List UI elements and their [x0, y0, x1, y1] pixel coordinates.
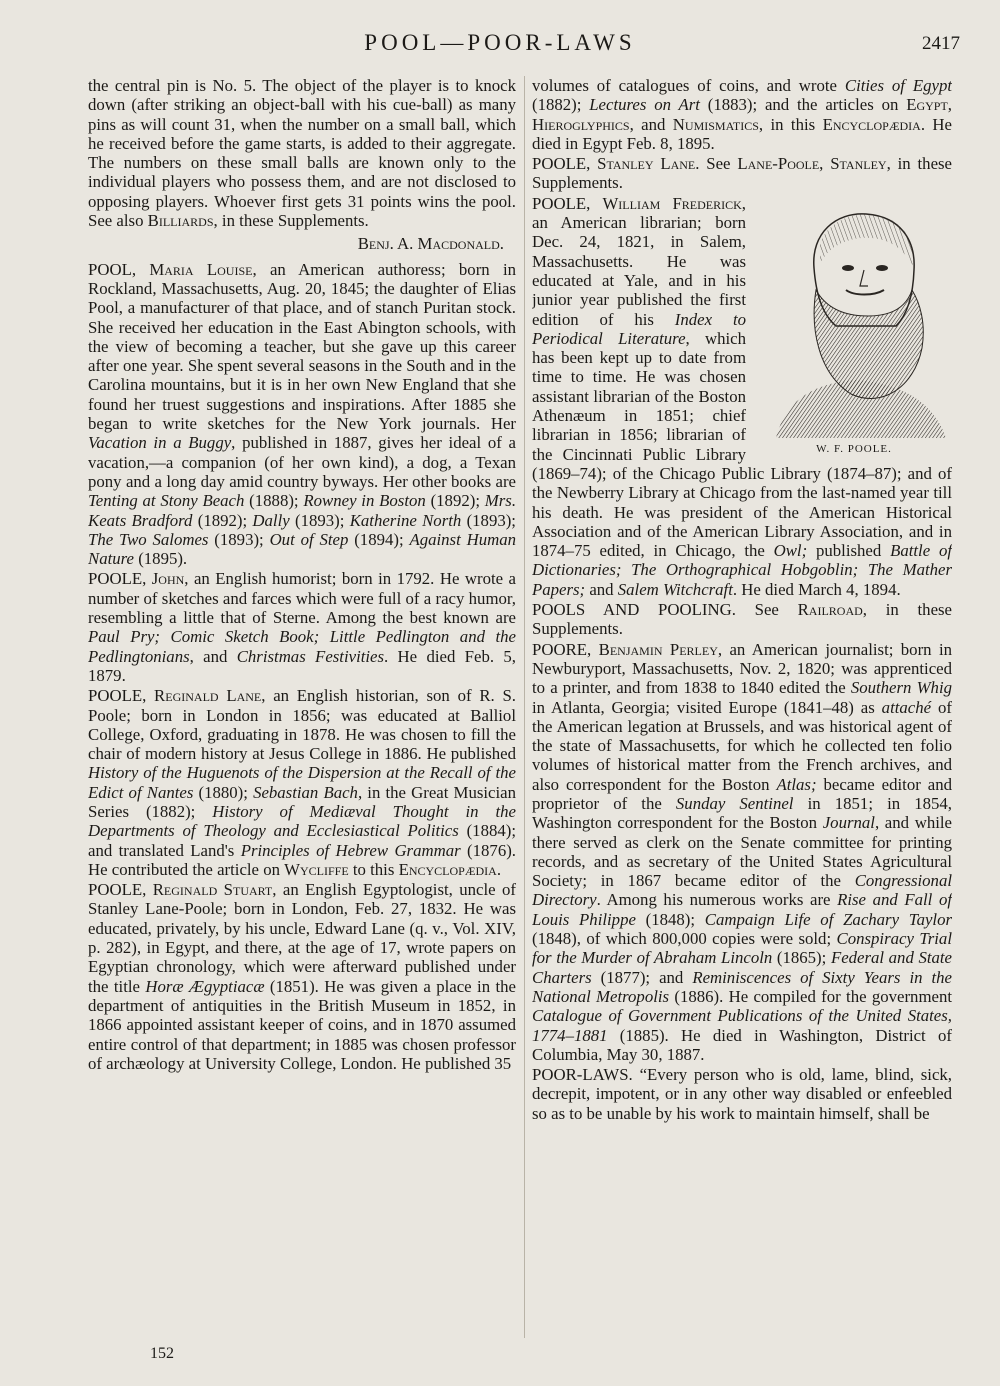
body-text: . [496, 859, 502, 879]
body-text: (1892); [192, 510, 253, 530]
body-text: . He died Feb. 5, 1879. [88, 646, 516, 685]
cross-reference-link: Numismatics [672, 114, 759, 134]
work-title: Conspiracy Trial for the Murder of Abraham Lincoln [532, 929, 952, 968]
body-text: (1886). He compiled for the government [669, 986, 952, 1006]
work-title: Sunday Sentinel [675, 793, 794, 813]
entry-headword: POOLE, [532, 154, 591, 174]
entry-name: John, [151, 569, 189, 589]
work-title: Atlas; [776, 774, 817, 794]
body-text: , and while there served as clerk on the Senate committee for printing records, and as secretary of the United States Agricultural Society; in 1867 became editor of the [532, 813, 952, 891]
body-text: (1882); [532, 95, 590, 115]
work-title: Christmas Festivities [236, 646, 385, 666]
body-text: an American librarian; born Dec. 24, 1821, in Salem, Massachusetts. He was educated at Yale, and in his junior year published the first edition of his [532, 213, 746, 329]
portrait-engraving-icon [756, 198, 952, 438]
work-title: Journal [822, 813, 875, 833]
body-text: (1884); and translated Land's [88, 821, 516, 860]
entry-poore-benjamin-perley [532, 640, 952, 1065]
left-column [88, 76, 516, 1341]
body-text: in 1851; in 1854, Washington correspondent for the Boston [532, 793, 952, 833]
body-text: , published in 1887, gives her ideal of a vacation,—a companion (of her own kind), a dog, a Texan pony and a long day amid country byways. Her other books are [88, 433, 516, 491]
body-text: , in these Supplements. [532, 600, 952, 639]
entry-headword: POOLE, [88, 880, 147, 900]
body-text: (1848), of which 800,000 copies were sold; [532, 929, 837, 949]
work-title: Rise and Fall of Louis Philippe [532, 890, 952, 929]
cross-reference-link: Lane-Poole, Stanley [737, 154, 887, 174]
column-divider [524, 76, 525, 1338]
body-text: (1848); [635, 909, 705, 929]
page-header [0, 30, 1000, 62]
body-text: in Atlanta, Georgia; visited Europe (1841–48) as [532, 697, 882, 717]
body-text: . Among his numerous works are [596, 890, 838, 910]
entry-headword: POOLS AND POOLING. [532, 600, 736, 620]
entry-headword: POOLE, [532, 193, 591, 213]
work-title: Cities of Egypt [844, 76, 952, 95]
portrait-figure [756, 198, 952, 456]
body-text: , and [629, 114, 673, 134]
entry-headword: POOR-LAWS. [532, 1065, 633, 1085]
body-text: (1865); [772, 948, 831, 968]
body-text: (1880); [193, 782, 254, 802]
work-title: Sebastian Bach [253, 782, 358, 802]
cross-reference-link: Egypt [906, 95, 948, 115]
body-text: “Every person who is old, lame, blind, sick, decrepit, impotent, or in any other way disabled or enfeebled so as to be unable by his work to maintain himself, shall be [532, 1065, 952, 1123]
body-text: (1883); and the articles on [699, 95, 907, 115]
body-text: published [807, 541, 891, 561]
work-title: Tenting at Stony Beach [88, 491, 245, 511]
cross-reference-link: Encyclopædia [822, 114, 921, 134]
body-text: . He died March 4, 1894. [732, 579, 901, 599]
page-number: 2417 [922, 33, 960, 54]
work-title: Federal and State Charters [532, 948, 952, 987]
entry-name: William Frederick, [602, 193, 746, 213]
work-title: Catalogue of Government Publications of the United States, 1774–1881 [532, 1006, 952, 1045]
work-title: Battle of Dictionaries; The Orthographical Hobgoblin; The Mather Papers; [532, 541, 952, 599]
body-text: See [699, 154, 738, 174]
body-text: (1893); [289, 510, 350, 530]
body-text: the central pin is No. 5. The object of the player is to knock down (after striking an object-ball with his cue-ball) as many pins as will count 31, when the number on a small ball, which he received before the game starts, is added to their aggregate. The numbers on these small balls are known only to the individual players who possess them, and are not disclosed to opposing players. Whoever first gets 31 points wins the pool. See also [88, 76, 516, 231]
signature-mark: 152 [150, 1345, 174, 1362]
work-title: Paul Pry; Comic Sketch Book; Little Pedlington and the Pedlingtonians [88, 627, 516, 666]
body-text: (1893); [461, 510, 516, 530]
body-text: , in these Supplements. [213, 211, 369, 231]
work-title: Congressional Directory [532, 871, 952, 910]
body-text: and [585, 579, 618, 599]
work-title: Dally [252, 510, 290, 530]
work-title: Vacation in a Buggy [88, 433, 232, 453]
entry-poole-john [88, 569, 516, 685]
work-title: Salem Witchcraft [617, 579, 733, 599]
body-text: See [735, 600, 798, 620]
running-title: POOL—POOR-LAWS [364, 30, 636, 55]
body-text: (1892); [425, 491, 485, 511]
work-title: Katherine North [349, 510, 462, 530]
body-text: , and [189, 646, 237, 666]
work-title: Against Human Nature [88, 529, 516, 569]
cross-reference-link: Wycliffe [284, 859, 349, 879]
entry-name: Stanley Lane. [597, 154, 700, 174]
body-text: an English humorist; born in 1792. He wrote a number of sketches and farces which were full of a racy humor, resembling a little that of Sterne. Among the best known are [88, 569, 516, 628]
cross-reference-link: Encyclopædia [398, 859, 497, 879]
body-text: , in these Supplements. [532, 154, 952, 193]
entry-name: Maria Louise, [149, 259, 257, 279]
work-title: attaché [881, 697, 932, 717]
work-title: Index to Periodical Literature [532, 309, 746, 348]
work-title: Southern Whig [850, 678, 952, 698]
work-title: Campaign Life of Zachary Taylor [704, 909, 952, 929]
cross-reference-link: Hieroglyphics [532, 114, 630, 134]
body-text: , [947, 95, 952, 115]
body-text: to this [348, 859, 399, 879]
entry-poor-laws [532, 1065, 952, 1123]
work-title: Lectures on Art [589, 95, 700, 115]
body-text: (1895). [134, 549, 188, 569]
body-text: , in this [758, 114, 823, 134]
body-text: an American journalist; born in Newburyport, Massachusetts, Nov. 2, 1820; was apprenticed to a printer, and from 1838 to 1840 edited the [532, 639, 952, 698]
work-title: Horæ Ægyptiacæ [145, 976, 265, 996]
entry-name: Benjamin Perley, [598, 639, 723, 659]
cross-reference-link: Billiards [147, 211, 214, 231]
entry-headword: POORE, [532, 639, 592, 659]
work-title: History of Mediæval Thought in the Departments of Theology and Ecclesiastical Politics [88, 801, 516, 841]
work-title: Out of Step [269, 529, 349, 549]
entry-poole-reginald-stuart [88, 880, 516, 1073]
entry-headword: POOLE, [88, 569, 147, 589]
work-title: Principles of Hebrew Grammar [240, 840, 461, 860]
pool-game-entry-continued [88, 76, 516, 230]
body-text: (1877); and [591, 967, 693, 987]
author-signature: Benj. A. Macdonald. [357, 234, 504, 254]
body-text: an English historian, son of R. S. Poole; born in London in 1856; was educated at Balliol College, Oxford, graduating in 1878. He was chosen to fill the chair of modern history at Jesus College in 1886. He published [88, 686, 516, 764]
entry-headword: POOL, [88, 259, 137, 279]
body-text: became editor and proprietor of the [532, 774, 952, 813]
work-title: Reminiscences of Sixty Years in the National Metropolis [532, 967, 952, 1006]
portrait-caption: W. F. POOLE. [816, 442, 892, 455]
work-title: Owl; [773, 541, 808, 561]
work-title: Mrs. Keats Bradford [88, 491, 516, 530]
cross-reference-link: Railroad [797, 600, 863, 620]
body-text: of the American legation at Brussels, and was historical agent of the state of Massachusetts, for which he collected ten folio volumes of historical matter from the French archives, and also correspondent for the Boston [532, 697, 952, 794]
body-text: (1894); [348, 529, 410, 549]
body-text: , in the Great Musician Series (1882); [88, 782, 516, 821]
entry-name: Reginald Stuart, [152, 880, 277, 900]
work-title: History of the Huguenots of the Dispersion at the Recall of the Edict of Nantes [88, 763, 516, 802]
body-text: (1893); [208, 529, 270, 549]
entry-name: Reginald Lane, [154, 686, 266, 706]
entry-poole-stanley-lane [532, 154, 952, 193]
work-title: Rowney in Boston [303, 491, 426, 511]
body-text: (1888); [244, 491, 304, 511]
entry-pools-and-pooling [532, 600, 952, 639]
body-text: an American authoress; born in Rockland, Massachusetts, Aug. 20, 1845; the daughter of Elias Pool, a manufacturer of that place, and of stanch Puritan stock. She received her education in the East Abington schools, with the view of becoming a teacher, but she gave up this career after one year. She spent several seasons in the South and in the Carolina mountains, but it is in her own New England that she found her truest suggestions and inspirations. After 1885 she began to write sketches for the New York journals. Her [88, 259, 516, 434]
body-text: (1851). He was given a place in the department of antiquities in the British Museum in 1852, in 1866 appointed assistant keeper of coins, and in 1870 assumed entire control of that department; in 1885 was chosen professor of archæology at University College, London. He published 35 [88, 976, 516, 1073]
entry-pool-maria-louise [88, 260, 516, 569]
work-title: The Two Salomes [88, 529, 209, 549]
right-column [532, 76, 952, 1341]
body-text: an English Egyptologist, uncle of Stanley Lane-Poole; born in London, Feb. 27, 1832. He was educated, privately, by his uncle, Edward Lane (q. v., Vol. XIV, p. 282), in Egypt, and there, at the age of 17, wrote papers on Egyptian chronology, which were afterward published under the title [88, 880, 516, 996]
entry-headword: POOLE, [88, 686, 147, 706]
body-text: , which has been kept up to date from time to time. He was chosen assistant librarian of the Boston Athenæum in 1851; chief librarian in 1856; librarian of the Cincinnati Public Library (1869–74); of the Chicago Public Library (1874–87); and of the Newberry Library at Chicago from the last-named year till his death. He was president of the American Historical Association and of the American Library Association, and in 1874–75 edited, in Chicago, the [532, 328, 952, 561]
entry-poole-reginald-stuart-continued [532, 76, 952, 153]
body-text: (1876). He contributed the article on [88, 840, 516, 879]
body-text: . He died in Egypt Feb. 8, 1895. [532, 114, 952, 153]
entry-poole-reginald-lane [88, 686, 516, 879]
body-text: volumes of catalogues of coins, and wrote [532, 76, 845, 95]
body-text: (1885). He died in Washington, District of Columbia, May 30, 1887. [532, 1025, 952, 1064]
